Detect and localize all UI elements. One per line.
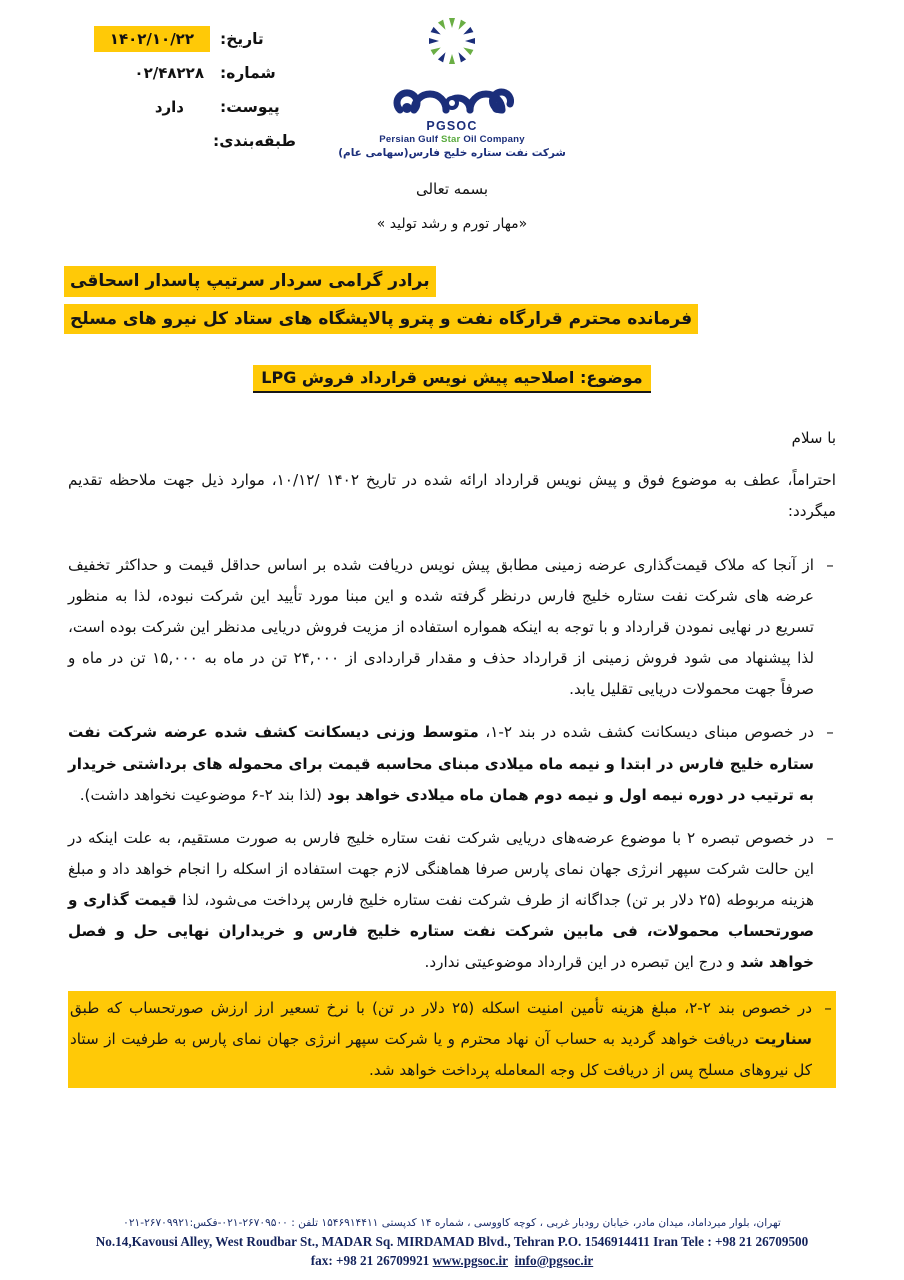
meta-row-number (86, 56, 296, 90)
bullet-plain-text: در خصوص تبصره ۲ با موضوع عرضه‌های دریایی شرکت نفت ستاره خلیج فارس به صورت مستقیم، به علت اینکه در این حالت شرکت سپهر انرژی جهان نمای پارس صرفا هماهنگی لازم جهت استفاده از اسکله را انجام خواهد داد و مبلغ هزینه مربوطه (۲۵ دلار بر تن) جداگانه از طرف شرکت نفت ستاره خلیج فارس پرداخت می‌شود، لذا (68, 828, 815, 910)
footer-english-address-line-2 (0, 1251, 904, 1270)
year-slogan-text: «مهار تورم و رشد تولید » (376, 216, 528, 232)
meta-row-attachment (86, 90, 296, 124)
logo-english-name (337, 134, 567, 145)
meta-row-classification (86, 124, 296, 158)
footer-fax: fax: +98 21 26709921 (310, 1252, 433, 1268)
bullet-text (68, 550, 814, 706)
bullet-emphasis-text: قیمت گذاری و صورتحساب محمولات، فی مابین شرکت نفت ستاره خلیج فارس و خریداران نهایی حل و فصل خواهد شد (68, 891, 814, 972)
persian-calligraphy-wordmark-icon (390, 70, 514, 118)
basmala-text: بسمه تعالی (415, 180, 489, 198)
date-label: تاریخ: (220, 30, 264, 48)
logo-persian-name: شرکت نفت ستاره خلیج فارس(سهامی عام) (338, 147, 566, 159)
company-logo (337, 14, 567, 159)
attachment-value: دارد (154, 98, 184, 116)
classification-label: طبقه‌بندی: (213, 132, 296, 150)
number-value: ۰۲/۴۸۲۲۸ (134, 64, 204, 82)
logo-acronym: PGSOC (426, 119, 478, 133)
bullet-item (68, 717, 836, 810)
footer-english-address-line-1: No.14,Kavousi Alley, West Roudbar St., MADAR Sq. MIRDAMAD Blvd., Tehran P.O. 1546914411 Iran Tele : +98 21 26709500 (95, 1233, 809, 1249)
addressee-line-1: برادر گرامی سردار سرتیپ پاسدار اسحاقی (64, 266, 436, 297)
bullet-plain-text: در خصوص مبنای دیسکانت کشف شده در بند ۲-۱، (478, 723, 814, 742)
bullet-text (68, 717, 814, 810)
bullet-plain-text: و درج این تبصره در این قرارداد موضوعیتی ندارد. (424, 953, 735, 972)
bullet-dash-marker: – (826, 828, 834, 847)
footer-persian-address: تهران، بلوار میرداماد، میدان مادر، خیابان رودبار غربی ، کوچه کاووسی ، شماره ۱۴ کدپستی ۱۵۴۶۹۱۴۴۱۱ تلفن : ۲۶۷۰۹۵۰۰-۰۲۱-فکس:۲۶۷۰۹۹۲۱-۰۲۱ (123, 1216, 781, 1229)
letter-footer (0, 1217, 904, 1270)
bullet-plain-text: در خصوص بند ۲-۲، مبلغ هزینه تأمین امنیت اسکله (۲۵ دلار در تن) با نرخ تسعیر ارز ارزش صورتحساب که طبق (70, 998, 812, 1017)
invocation-block (0, 180, 904, 232)
meta-row-date (86, 22, 296, 56)
bullet-emphasis-text: سناریت (748, 1029, 812, 1048)
intro-paragraph: احتراماً، عطف به موضوع فوق و پیش نویس قرارداد ارائه شده در تاریخ ۱۴۰۲ /۱۰/۱۲، موارد ذیل جهت ملاحظه تقدیم میگردد: (68, 471, 836, 521)
bullet-dash-marker: – (824, 998, 832, 1017)
bullet-emphasis-text: متوسط وزنی دیسکانت کشف شده عرضه شرکت نفت ستاره خلیج فارس در ابتدا و نیمه ماه میلادی مبنای محاسبه قیمت برای محموله های برداشتی خریدار به ترتیب در دوره نیمه اول و نیمه دوم همان ماه میلادی خواهد بود (68, 723, 814, 804)
logo-en-pre: Persian Gulf (379, 134, 442, 145)
addressee-line-2: فرمانده محترم قرارگاه نفت و پترو پالایشگاه های ستاد کل نیرو های مسلح (64, 304, 698, 335)
logo-en-post: Oil Company (463, 134, 525, 145)
addressee-block (0, 266, 904, 341)
bullet-text (68, 823, 814, 979)
addressee-row-2 (64, 304, 904, 342)
document-meta-block (86, 22, 296, 158)
bullet-plain-text: دریافت خواهد گردید به حساب آن نهاد محترم و یا شرکت سپهر انرژی جهان نمای پارس به طرفیت از ستاد کل نیروهای مسلح پس از دریافت کل وجه المعامله پرداخت خواهد شد. (70, 1029, 812, 1079)
classification-value (191, 139, 203, 143)
bullet-dash-marker: – (826, 555, 834, 574)
bullet-item (68, 823, 836, 979)
bullet-dash-marker: – (826, 723, 834, 742)
attachment-label: پیوست: (220, 98, 280, 116)
subject-text: موضوع: اصلاحیه پیش نویس قرارداد فروش LPG (253, 365, 650, 393)
logo-en-mid: Star (441, 134, 464, 145)
bullet-text (70, 993, 812, 1086)
bullet-plain-text: از آنجا که ملاک قیمت‌گذاری عرضه زمینی مطابق پیش نویس دریافت شده بر اساس حداقل قیمت و حداکثر تخفیف عرضه های شرکت نفت ستاره خلیج فارس درنظر گرفته شده و این مبنا مورد تأیید این شرکت نبوده، لذا به منظور تسریع در نهایی نمودن قرارداد و با توجه به اینکه همواره استفاده از مزیت فروش دریایی مدنظر این شرکت بوده است، لذا پیشنهاد می شود فروش زمینی از قرارداد حذف و مقدار قراردادی از ۲۴,۰۰۰ تن در ماه به ۱۵,۰۰۰ تن در ماه و صرفاً جهت محمولات دریایی تقلیل یابد. (68, 555, 814, 699)
letter-header (0, 0, 904, 172)
number-label: شماره: (220, 64, 276, 82)
footer-website-link[interactable]: www.pgsoc.ir (432, 1252, 509, 1268)
letter-body (0, 429, 904, 1088)
bullet-list (68, 550, 836, 1089)
bullet-item (68, 550, 836, 706)
footer-email-link[interactable]: info@pgsoc.ir (514, 1252, 594, 1268)
bullet-item (68, 991, 836, 1088)
greeting-text: با سلام (791, 429, 836, 448)
subject-block (0, 365, 904, 393)
bullet-plain-text: (لذا بند ۲-۶ موضوعیت نخواهد داشت). (79, 785, 322, 804)
date-value: ۱۴۰۲/۱۰/۲۲ (94, 26, 210, 52)
star-burst-icon (416, 14, 488, 68)
addressee-row-1 (64, 266, 904, 304)
